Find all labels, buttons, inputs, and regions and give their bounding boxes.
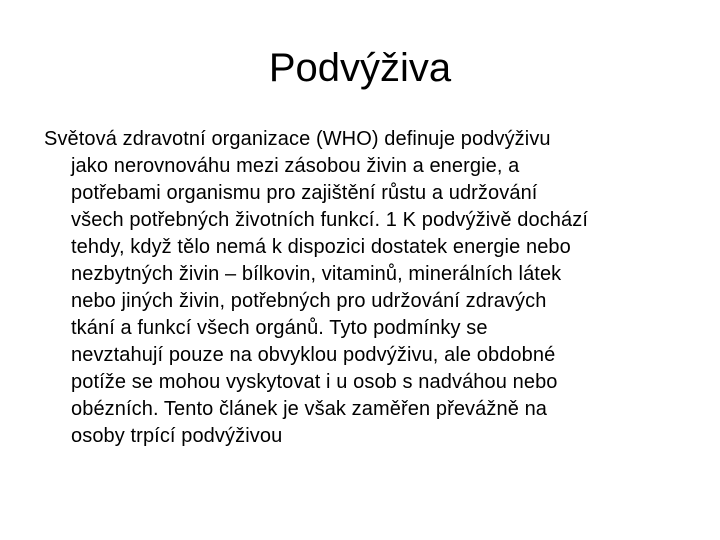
body-paragraph: Světová zdravotní organizace (WHO) definuje podvýživu jako nerovnováhu mezi zásobou živin a energie, a potřebami organismu pro zajištění růstu a udržování všech potřebných životních funkcí. 1 K podvýživě dochází tehdy, když tělo nemá k dispozici dostatek energie nebo nezbytných živin – bílkovin, vitaminů, minerálních látek nebo jiných živin, potřebných pro udržování zdravých tkání a funkcí všech orgánů. Tyto podmínky se nevztahují pouze na obvyklou podvýživu, ale obdobné potíže se mohou vyskytovat i u osob s nadváhou nebo obézních. Tento článek je však zaměřen převážně na osoby trpící podvýživou: [44, 128, 588, 447]
slide-title: Podvýživa: [268, 46, 452, 90]
slide-body: [44, 126, 684, 450]
